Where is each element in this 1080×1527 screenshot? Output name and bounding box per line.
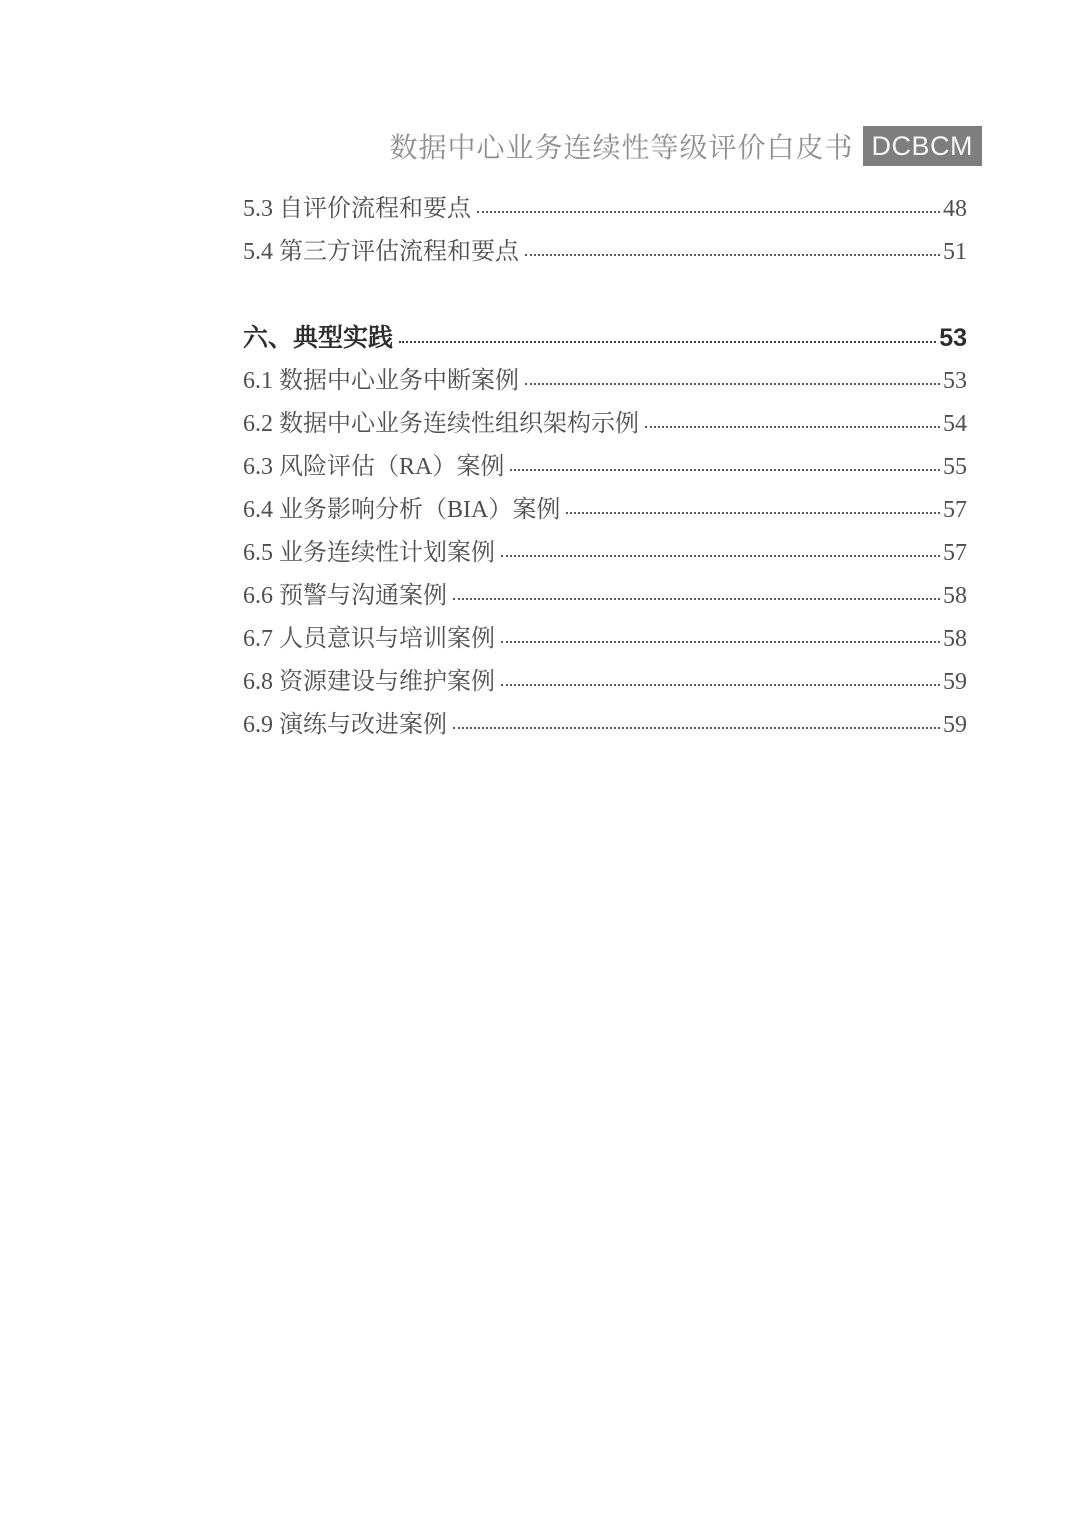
- dot-leader: [566, 512, 940, 514]
- toc-entry-page: 59: [943, 669, 967, 695]
- toc-entry-6-2[interactable]: [243, 403, 967, 446]
- toc-entry-label: 5.4 第三方评估流程和要点: [243, 239, 519, 265]
- toc-entry-page: 57: [943, 540, 967, 566]
- toc-entry-6-7[interactable]: [243, 618, 967, 661]
- dot-leader: [525, 383, 940, 385]
- toc-entry-page: 51: [943, 239, 967, 265]
- toc-entry-label: 6.4 业务影响分析（BIA）案例: [243, 497, 561, 523]
- dcbcm-badge: DCBCM: [863, 126, 983, 166]
- toc-entry-5-3[interactable]: [243, 188, 967, 231]
- toc-entry-6-3[interactable]: [243, 446, 967, 489]
- toc-entry-label: 5.3 自评价流程和要点: [243, 196, 471, 222]
- toc-entry-page: 58: [943, 583, 967, 609]
- toc-entry-page: 48: [943, 196, 967, 222]
- dot-leader: [477, 211, 940, 213]
- dot-leader: [501, 641, 940, 643]
- toc-entry-6-8[interactable]: [243, 661, 967, 704]
- toc-entry-label: 6.5 业务连续性计划案例: [243, 540, 495, 566]
- toc-entry-label: 6.9 演练与改进案例: [243, 712, 447, 738]
- page-header: [389, 126, 982, 166]
- toc-entry-label: 6.8 资源建设与维护案例: [243, 669, 495, 695]
- toc-entry-page: 55: [943, 454, 967, 480]
- dot-leader: [645, 426, 940, 428]
- dot-leader: [453, 598, 940, 600]
- toc-entry-6-6[interactable]: [243, 575, 967, 618]
- dot-leader: [453, 727, 940, 729]
- dot-leader: [399, 341, 936, 343]
- toc-section-label: 六、典型实践: [243, 324, 394, 352]
- toc-entry-label: 6.3 风险评估（RA）案例: [243, 454, 505, 480]
- toc-entry-6-9[interactable]: [243, 704, 967, 747]
- table-of-contents: [243, 188, 967, 747]
- toc-entry-page: 59: [943, 712, 967, 738]
- toc-entry-label: 6.7 人员意识与培训案例: [243, 626, 495, 652]
- toc-entry-6-4[interactable]: [243, 489, 967, 532]
- toc-entry-5-4[interactable]: [243, 231, 967, 276]
- document-title: 数据中心业务连续性等级评价白皮书: [389, 132, 854, 163]
- toc-entry-label: 6.6 预警与沟通案例: [243, 583, 447, 609]
- dot-leader: [501, 684, 940, 686]
- toc-section-6[interactable]: [243, 317, 967, 360]
- toc-entry-page: 53: [943, 368, 967, 394]
- dot-leader: [510, 469, 940, 471]
- toc-entry-6-1[interactable]: [243, 360, 967, 403]
- toc-entry-page: 58: [943, 626, 967, 652]
- toc-entry-page: 57: [943, 497, 967, 523]
- toc-entry-label: 6.2 数据中心业务连续性组织架构示例: [243, 411, 639, 437]
- toc-entry-6-5[interactable]: [243, 532, 967, 575]
- toc-entry-label: 6.1 数据中心业务中断案例: [243, 368, 519, 394]
- toc-section-page: 53: [939, 324, 967, 352]
- dot-leader: [501, 555, 940, 557]
- dot-leader: [525, 254, 940, 256]
- toc-entry-page: 54: [943, 411, 967, 437]
